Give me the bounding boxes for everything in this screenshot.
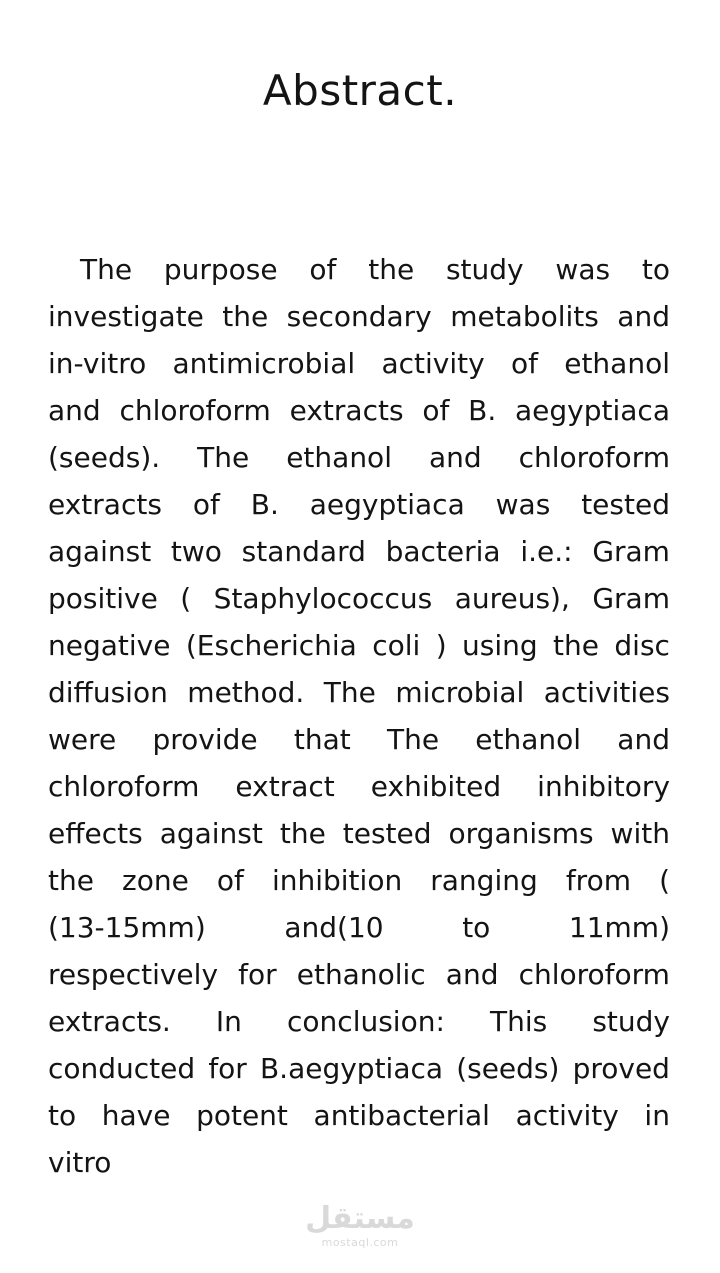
abstract-line [48,1045,670,1092]
abstract-word: against [159,817,263,850]
abstract-word: chloroform [119,394,271,427]
abstract-word: aegyptiaca [515,394,670,427]
abstract-line [48,1092,670,1139]
abstract-word: and(10 [284,911,384,944]
abstract-word: chloroform [518,441,670,474]
abstract-line [48,716,670,763]
abstract-word: metabolits [450,300,599,333]
abstract-word: tested [342,817,432,850]
abstract-word: purpose [163,253,278,286]
watermark [0,1202,720,1249]
abstract-word: effects [48,817,143,850]
abstract-word: zone [122,864,189,897]
abstract-word: of [192,488,220,521]
abstract-word: disc [614,629,670,662]
abstract-word: negative [48,629,171,662]
abstract-word: the [279,817,326,850]
abstract-line [48,951,670,998]
abstract-line [48,481,670,528]
abstract-word: tested [581,488,670,521]
abstract-word: was [555,253,611,286]
abstract-line [48,669,670,716]
abstract-word: standard [241,535,366,568]
abstract-line [48,246,670,293]
abstract-line [48,857,670,904]
abstract-word: extract [235,770,335,803]
abstract-word: for [208,1052,247,1085]
abstract-line [48,293,670,340]
abstract-word: the [368,253,415,286]
abstract-line [48,998,670,1045]
abstract-word: activity [381,347,485,380]
abstract-word: for [238,958,277,991]
abstract-word: extracts. [48,1005,171,1038]
abstract-word: proved [572,1052,670,1085]
abstract-word: study [592,1005,670,1038]
abstract-word: provide [152,723,258,756]
abstract-line [48,575,670,622]
abstract-word: ethanolic [296,958,426,991]
abstract-word: B. [468,394,497,427]
abstract-word: (13-15mm) [48,911,206,944]
abstract-word: investigate [48,300,204,333]
abstract-word: The [386,723,440,756]
abstract-word: (seeds) [456,1052,560,1085]
abstract-word: chloroform [48,770,200,803]
abstract-word: aegyptiaca [309,488,465,521]
abstract-word: to [48,1099,77,1132]
abstract-line [48,622,670,669]
abstract-word: that [293,723,351,756]
abstract-word: respectively [48,958,219,991]
abstract-line [48,340,670,387]
abstract-word: chloroform [518,958,670,991]
abstract-word: in-vitro [48,347,147,380]
abstract-word: secondary [286,300,432,333]
abstract-word: two [170,535,222,568]
abstract-word: using [462,629,538,662]
abstract-word: bacteria [385,535,501,568]
abstract-word: and [617,723,670,756]
abstract-word: the [48,864,94,897]
abstract-word: potent [196,1099,288,1132]
abstract-word: extracts [289,394,404,427]
abstract-word: and [617,300,670,333]
abstract-word: of [309,253,337,286]
document-title: Abstract. [262,66,458,115]
abstract-word: have [101,1099,171,1132]
abstract-line [48,810,670,857]
abstract-word: activity [515,1099,619,1132]
abstract-word: were [48,723,117,756]
abstract-word: The [197,441,250,474]
abstract-word: from [565,864,631,897]
abstract-word: B. [250,488,279,521]
abstract-line [48,1139,670,1186]
abstract-word: positive [48,582,158,615]
abstract-word: ) [435,629,447,662]
abstract-word: ethanol [564,347,670,380]
abstract-word: exhibited [370,770,502,803]
abstract-word: ranging [430,864,538,897]
abstract-word: of [216,864,244,897]
abstract-line [48,528,670,575]
abstract-word: ( [659,864,670,897]
abstract-word: microbial [395,676,525,709]
abstract-word: B.aegyptiaca [259,1052,444,1085]
abstract-line [48,387,670,434]
abstract-word: activities [543,676,670,709]
abstract-word: the [222,300,269,333]
abstract-word: and [428,441,482,474]
abstract-word: ethanol [475,723,582,756]
watermark-logo: مستقل [305,1201,415,1236]
abstract-word: was [495,488,551,521]
abstract-word: aureus), [454,582,570,615]
abstract-word: against [48,535,152,568]
abstract-line [48,763,670,810]
abstract-word: antibacterial [313,1099,490,1132]
abstract-word: conclusion: [287,1005,445,1038]
abstract-line [48,904,670,951]
abstract-word: of [422,394,450,427]
abstract-word: conducted [48,1052,196,1085]
abstract-word: vitro [48,1146,112,1179]
abstract-word: Staphylococcus [213,582,433,615]
abstract-word: and [445,958,499,991]
abstract-line [48,434,670,481]
abstract-word: method. [187,676,305,709]
abstract-word: Gram [592,535,670,568]
abstract-word: inhibitory [537,770,670,803]
abstract-word: This [490,1005,548,1038]
watermark-site: mostaql.com [321,1236,399,1249]
abstract-word: to [641,253,670,286]
abstract-word: to [462,911,491,944]
abstract-word: antimicrobial [172,347,356,380]
abstract-word: ethanol [286,441,392,474]
abstract-word: study [445,253,524,286]
abstract-word: In [215,1005,242,1038]
abstract-word: with [610,817,670,850]
abstract-word: coli [372,629,421,662]
abstract-word: extracts [48,488,162,521]
abstract-word: organisms [448,817,594,850]
abstract-word: ( [180,582,192,615]
abstract-word: Gram [592,582,670,615]
abstract-word: (Escherichia [185,629,357,662]
abstract-word: the [553,629,599,662]
abstract-word: The [80,253,133,286]
abstract-word: inhibition [271,864,403,897]
abstract-word: and [48,394,101,427]
abstract-paragraph [48,246,670,1186]
abstract-word: (seeds). [48,441,161,474]
abstract-word: of [510,347,538,380]
abstract-word: diffusion [48,676,168,709]
abstract-word: 11mm) [568,911,670,944]
abstract-word: i.e.: [520,535,573,568]
abstract-word: The [323,676,376,709]
abstract-word: in [644,1099,670,1132]
